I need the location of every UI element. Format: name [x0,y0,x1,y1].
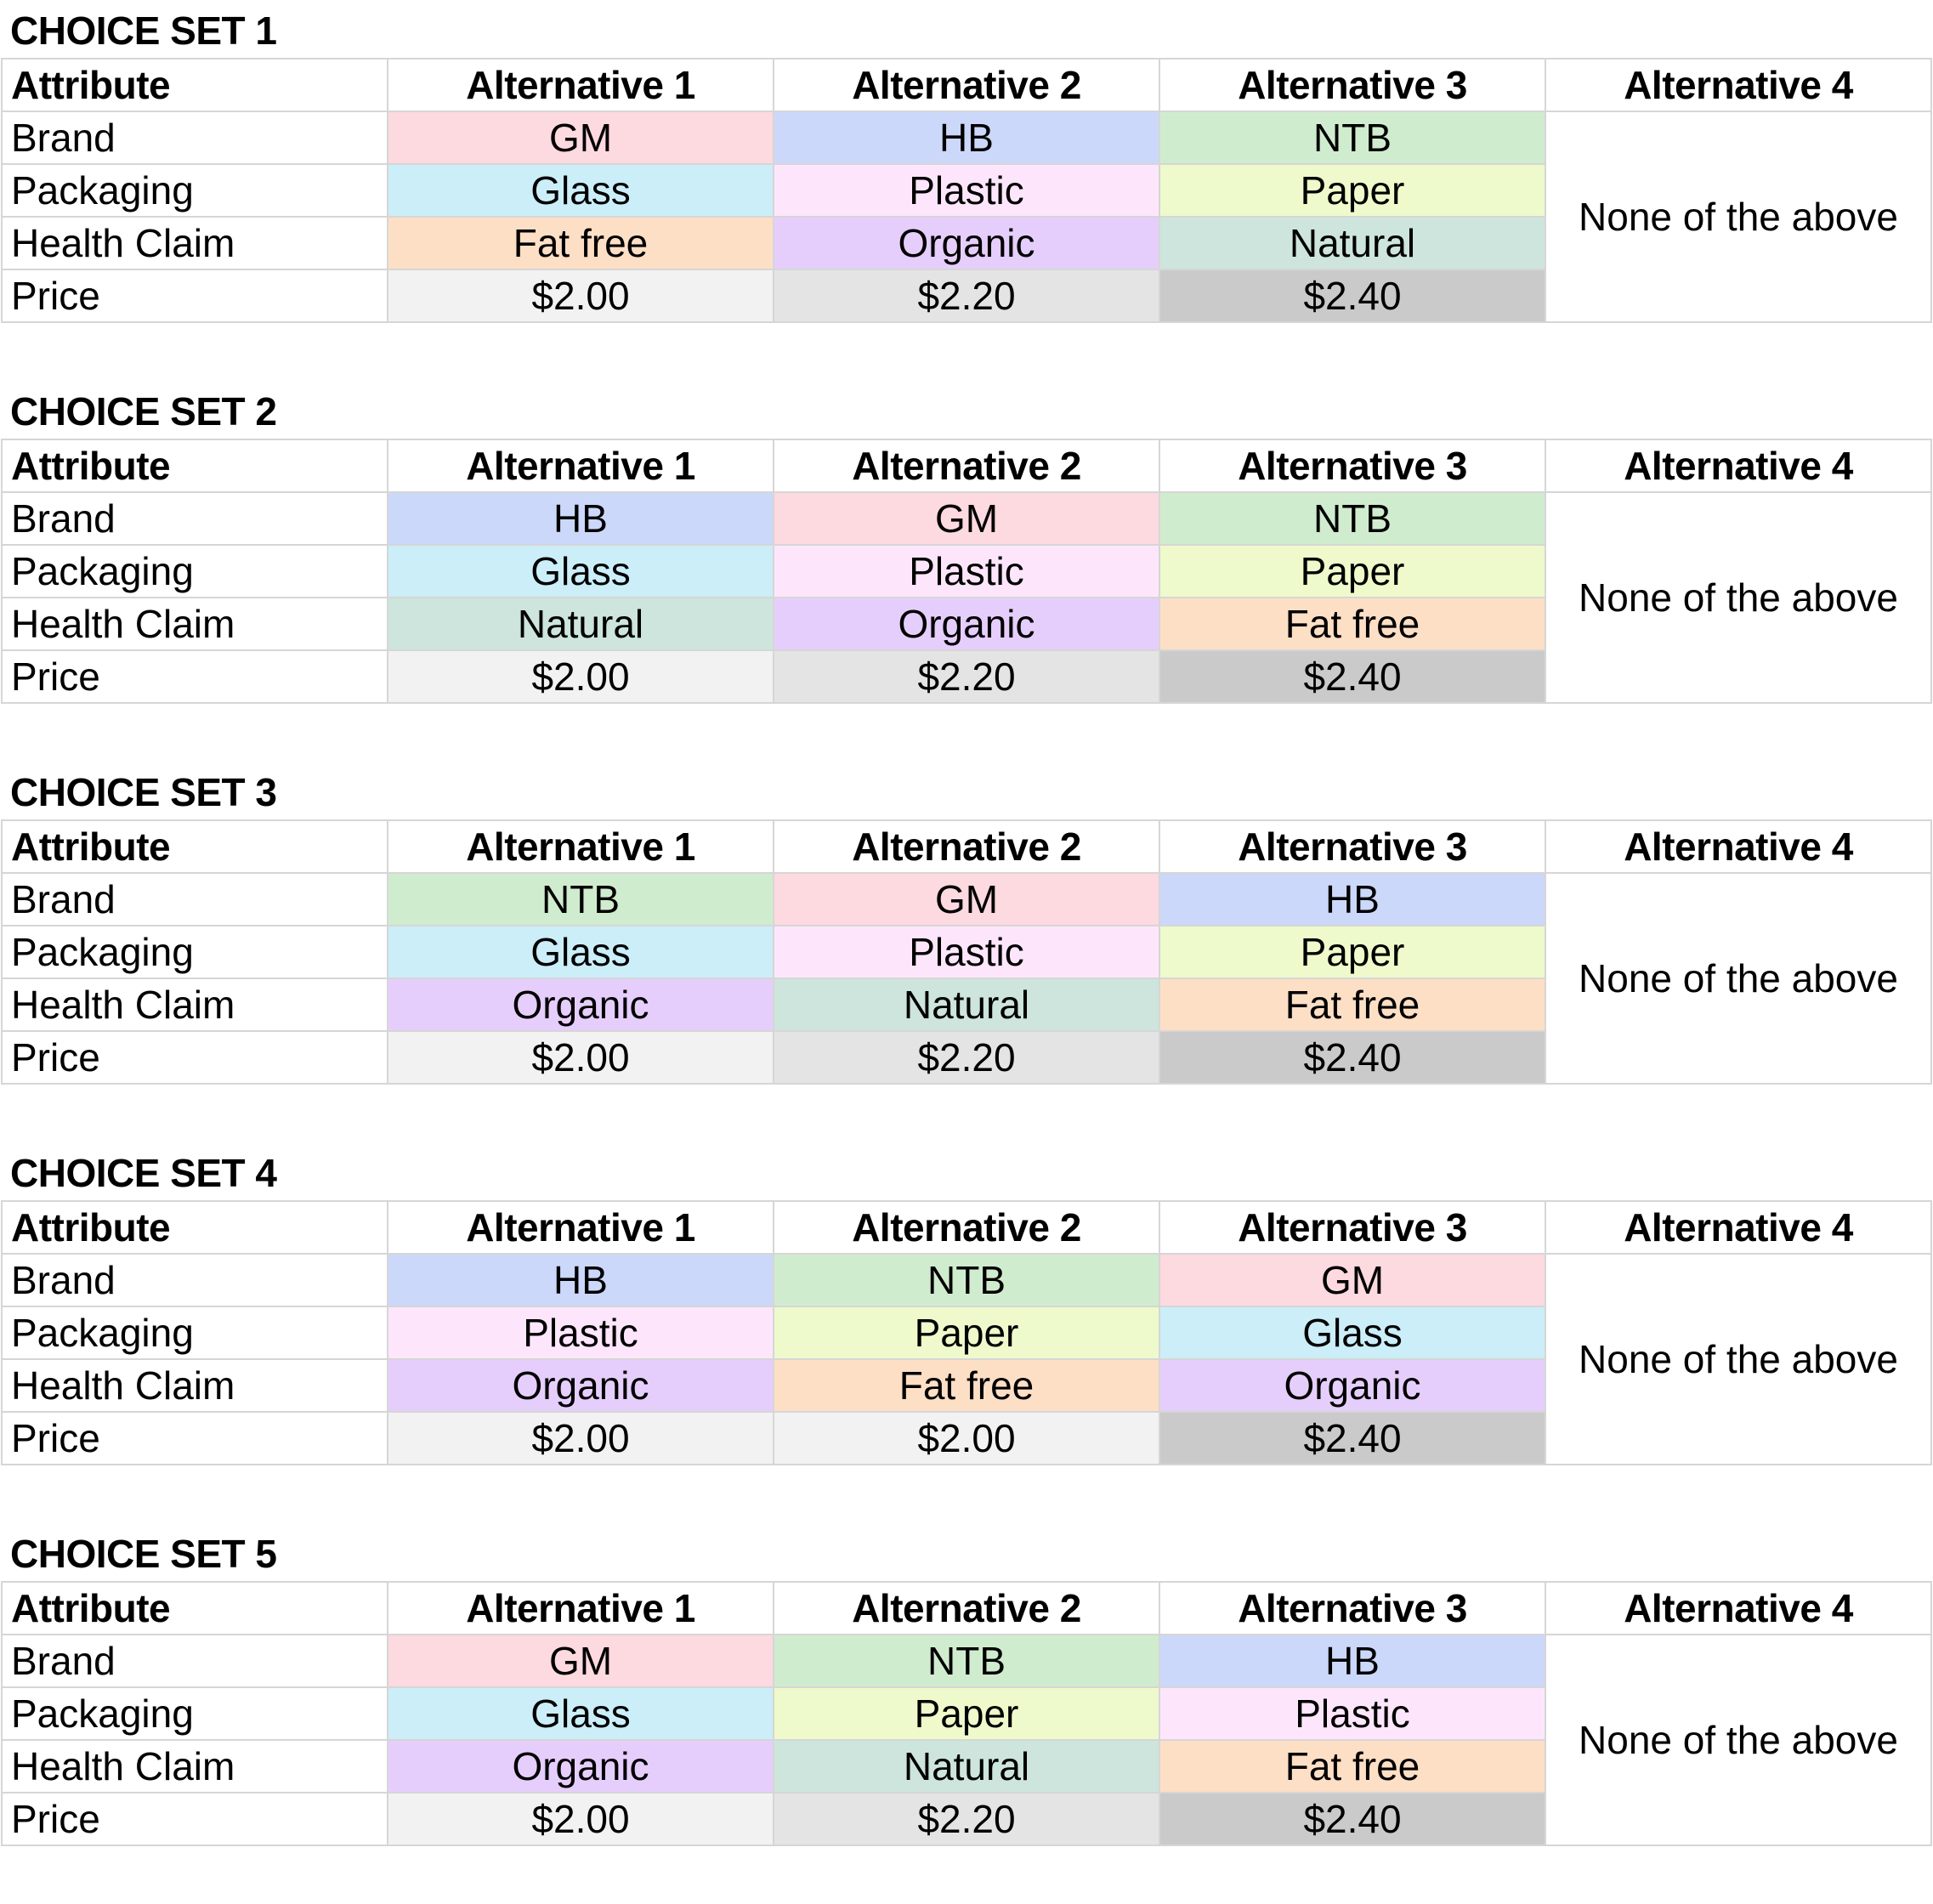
attribute-label: Brand [2,492,388,545]
attribute-value-cell: HB [388,492,774,545]
none-of-the-above-cell: None of the above [1545,111,1931,322]
attribute-label: Packaging [2,1687,388,1740]
header-cell: Alternative 4 [1545,820,1931,873]
attribute-value-cell: Plastic [1159,1687,1545,1740]
attribute-value-cell: Natural [1159,217,1545,269]
attribute-value-cell: $2.00 [388,650,774,703]
header-cell: Attribute [2,59,388,111]
attribute-label: Price [2,1793,388,1845]
header-cell: Alternative 2 [774,59,1159,111]
choice-table [1,1581,1932,1846]
table-row [2,1635,1931,1687]
choice-table [1,58,1932,323]
header-cell: Alternative 1 [388,1201,774,1254]
header-row [2,1201,1931,1254]
choice-set-title: CHOICE SET 3 [10,770,277,814]
attribute-value-cell: Paper [774,1306,1159,1359]
header-cell: Alternative 1 [388,439,774,492]
attribute-label: Health Claim [2,978,388,1031]
header-cell: Alternative 2 [774,1582,1159,1635]
attribute-value-cell: $2.00 [388,269,774,322]
choice-table [1,439,1932,704]
attribute-value-cell: Fat free [388,217,774,269]
table-row [2,873,1931,926]
attribute-label: Packaging [2,1306,388,1359]
header-row [2,1582,1931,1635]
attribute-value-cell: NTB [774,1254,1159,1306]
header-row [2,820,1931,873]
attribute-label: Packaging [2,545,388,598]
attribute-value-cell: $2.00 [388,1412,774,1465]
header-cell: Alternative 2 [774,820,1159,873]
attribute-value-cell: Fat free [1159,598,1545,650]
attribute-label: Brand [2,873,388,926]
attribute-value-cell: Organic [388,1359,774,1412]
header-cell: Attribute [2,1582,388,1635]
attribute-value-cell: Glass [388,164,774,217]
none-of-the-above-cell: None of the above [1545,873,1931,1084]
attribute-value-cell: HB [1159,873,1545,926]
attribute-value-cell: Fat free [1159,978,1545,1031]
attribute-label: Price [2,1412,388,1465]
table-row [2,1254,1931,1306]
attribute-label: Brand [2,1635,388,1687]
header-cell: Alternative 4 [1545,1201,1931,1254]
attribute-value-cell: HB [1159,1635,1545,1687]
attribute-label: Price [2,269,388,322]
attribute-label: Packaging [2,164,388,217]
attribute-value-cell: $2.00 [388,1031,774,1084]
none-of-the-above-cell: None of the above [1545,492,1931,703]
attribute-label: Health Claim [2,217,388,269]
attribute-value-cell: Plastic [774,164,1159,217]
table-row [2,492,1931,545]
choice-set-title: CHOICE SET 5 [10,1532,277,1576]
none-of-the-above-cell: None of the above [1545,1635,1931,1845]
header-cell: Attribute [2,1201,388,1254]
attribute-value-cell: GM [388,1635,774,1687]
header-cell: Alternative 2 [774,439,1159,492]
attribute-value-cell: Paper [1159,545,1545,598]
attribute-value-cell: HB [774,111,1159,164]
attribute-value-cell: $2.40 [1159,650,1545,703]
attribute-label: Health Claim [2,1740,388,1793]
header-cell: Attribute [2,820,388,873]
attribute-value-cell: Fat free [774,1359,1159,1412]
header-cell: Alternative 1 [388,820,774,873]
header-cell: Alternative 3 [1159,820,1545,873]
attribute-value-cell: GM [388,111,774,164]
attribute-value-cell: NTB [1159,492,1545,545]
choice-set-title: CHOICE SET 1 [10,8,277,53]
attribute-value-cell: $2.20 [774,269,1159,322]
attribute-value-cell: Paper [1159,164,1545,217]
header-cell: Alternative 1 [388,1582,774,1635]
attribute-value-cell: Fat free [1159,1740,1545,1793]
attribute-value-cell: Organic [774,598,1159,650]
attribute-value-cell: GM [774,492,1159,545]
attribute-label: Brand [2,1254,388,1306]
attribute-value-cell: Glass [1159,1306,1545,1359]
header-cell: Alternative 3 [1159,1582,1545,1635]
header-cell: Alternative 4 [1545,59,1931,111]
attribute-value-cell: Natural [774,1740,1159,1793]
attribute-value-cell: $2.40 [1159,1793,1545,1845]
header-cell: Alternative 4 [1545,439,1931,492]
header-cell: Alternative 3 [1159,439,1545,492]
header-cell: Alternative 3 [1159,59,1545,111]
attribute-value-cell: Paper [774,1687,1159,1740]
header-cell: Alternative 1 [388,59,774,111]
attribute-value-cell: $2.20 [774,1793,1159,1845]
attribute-value-cell: HB [388,1254,774,1306]
header-cell: Alternative 2 [774,1201,1159,1254]
attribute-value-cell: Glass [388,1687,774,1740]
attribute-label: Brand [2,111,388,164]
header-row [2,59,1931,111]
header-cell: Alternative 4 [1545,1582,1931,1635]
attribute-value-cell: Organic [774,217,1159,269]
attribute-value-cell: $2.40 [1159,269,1545,322]
attribute-label: Price [2,650,388,703]
attribute-value-cell: Glass [388,926,774,978]
attribute-value-cell: Paper [1159,926,1545,978]
attribute-value-cell: Glass [388,545,774,598]
attribute-value-cell: Natural [774,978,1159,1031]
attribute-value-cell: Organic [1159,1359,1545,1412]
header-cell: Attribute [2,439,388,492]
attribute-value-cell: $2.20 [774,1031,1159,1084]
choice-table [1,819,1932,1085]
attribute-value-cell: $2.40 [1159,1031,1545,1084]
attribute-value-cell: Plastic [388,1306,774,1359]
attribute-value-cell: Plastic [774,926,1159,978]
choice-set-title: CHOICE SET 2 [10,389,277,434]
attribute-label: Packaging [2,926,388,978]
header-cell: Alternative 3 [1159,1201,1545,1254]
attribute-value-cell: Natural [388,598,774,650]
attribute-value-cell: $2.20 [774,650,1159,703]
attribute-value-cell: Plastic [774,545,1159,598]
header-row [2,439,1931,492]
attribute-value-cell: NTB [388,873,774,926]
attribute-label: Health Claim [2,598,388,650]
choice-table [1,1200,1932,1465]
attribute-value-cell: NTB [774,1635,1159,1687]
none-of-the-above-cell: None of the above [1545,1254,1931,1465]
attribute-value-cell: $2.00 [388,1793,774,1845]
attribute-label: Health Claim [2,1359,388,1412]
attribute-value-cell: GM [1159,1254,1545,1306]
attribute-value-cell: $2.00 [774,1412,1159,1465]
table-row [2,111,1931,164]
attribute-value-cell: Organic [388,978,774,1031]
attribute-label: Price [2,1031,388,1084]
attribute-value-cell: $2.40 [1159,1412,1545,1465]
attribute-value-cell: Organic [388,1740,774,1793]
choice-set-title: CHOICE SET 4 [10,1151,277,1195]
attribute-value-cell: NTB [1159,111,1545,164]
attribute-value-cell: GM [774,873,1159,926]
